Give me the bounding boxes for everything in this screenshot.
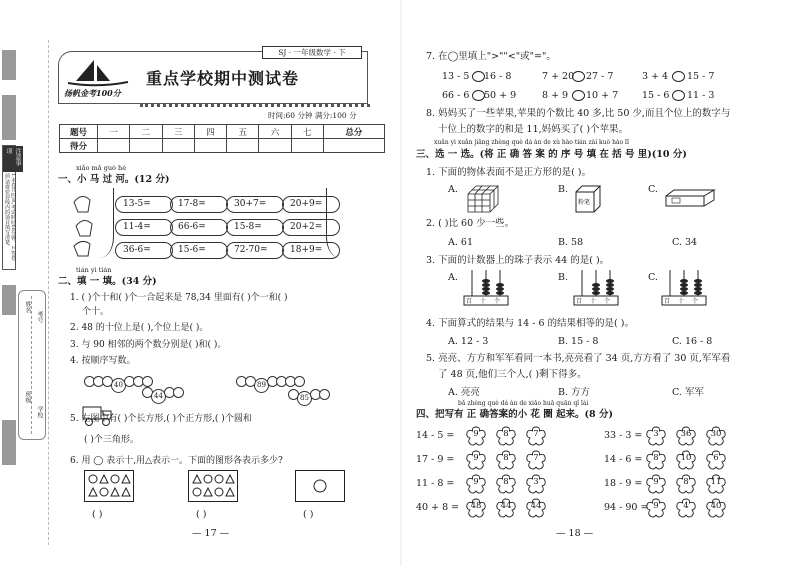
answer-slot[interactable]: ( ) [92, 509, 103, 520]
dot-divider [140, 104, 370, 108]
abacus-column-label: 个 [604, 298, 611, 305]
flower-answer-option[interactable] [676, 498, 696, 518]
question-2-5-cont: ( )个三角形。 [84, 435, 139, 445]
flower-answer-option[interactable] [706, 450, 726, 470]
score-cell[interactable] [227, 139, 259, 153]
section4-pinyin: bǎ zhèng què dá àn de xiǎo huā quān qǐ lái [458, 400, 589, 407]
score-cell[interactable] [194, 139, 226, 153]
option-a[interactable]: A. [448, 272, 458, 283]
score-cell[interactable] [162, 139, 194, 153]
flower-answer-option[interactable] [526, 474, 546, 494]
choice-5-cont: 了 48 页,他们三个人,( )剩下得多。 [438, 369, 587, 380]
option-b[interactable]: B. 58 [558, 237, 584, 248]
flower-equation: 17 - 9 = [416, 454, 455, 465]
bead-chain-1b [144, 383, 184, 404]
section3-pinyin: xuǎn yi xuǎn jiāng zhèng què dá àn de xù hào tián zài kuò hào lǐ [434, 139, 629, 146]
question-7: 7. 在◯里填上">""<"或"="。 [426, 51, 556, 62]
choice-4: 4. 下面算式的结果与 14 - 6 的结果相等的是( )。 [426, 318, 634, 329]
option-c[interactable]: C. 军军 [672, 387, 704, 398]
section1-pinyin: xiǎo mǎ guò hé [76, 164, 127, 172]
flower-value: 44 [530, 501, 542, 511]
bead [319, 389, 330, 400]
flower-value: 30 [710, 429, 722, 439]
flower-answer-option[interactable] [676, 474, 696, 494]
sidebar-strip [2, 50, 16, 80]
option-c[interactable]: C. [648, 184, 658, 195]
flower-answer-option[interactable] [676, 450, 696, 470]
compare-left-expr: 15 - 6 [642, 90, 670, 101]
question-8: 8. 妈妈买了一些苹果,苹果的个数比 40 多,比 50 少,而且个位上的数字与 [426, 108, 731, 119]
shape-box-2-icon [188, 470, 238, 502]
number-label: 考号 [36, 311, 43, 323]
flower-equation: 40 + 8 = [416, 502, 460, 513]
section1-title: 一、小 马 过 河。(12 分) [58, 174, 170, 185]
sidebar-strip [2, 420, 16, 465]
flower-value: 36 [680, 429, 692, 439]
flower-equation: 18 - 9 = [604, 478, 643, 489]
score-cell[interactable] [259, 139, 291, 153]
compare-left-expr: 3 + 4 [642, 71, 669, 82]
notice-box [2, 145, 21, 270]
abacus-column-label: 百 [664, 298, 671, 305]
question-2-5: 5. 左图中有( )个长方形,( )个正方形,( )个圆和 [70, 414, 252, 424]
table-cell: 四 [194, 125, 226, 139]
flower-equation: 94 - 90 = [604, 502, 649, 513]
compare-circle-input[interactable] [672, 90, 685, 101]
flower-answer-option[interactable] [706, 474, 726, 494]
flower-value: 8 [503, 429, 509, 439]
bead [173, 387, 184, 398]
question-2-6: 6. 用 ◯ 表示十,用△表示一。下面的图形各表示多少? [70, 456, 283, 466]
stepping-stone-equation[interactable]: 66-6= [170, 219, 228, 236]
flower-answer-option[interactable] [526, 450, 546, 470]
flower-value: 8 [653, 453, 659, 463]
flower-answer-option[interactable] [496, 498, 516, 518]
option-c[interactable]: C. 34 [672, 237, 698, 248]
class-label: 班级 [24, 391, 31, 403]
brand-logo: 扬帆金考100分 [64, 88, 121, 98]
compare-circle-input[interactable] [672, 71, 685, 82]
notice-text: 1.本卷共四页,考试时间60分钟。2.答卷前,请将密封线内的项目填写清楚。 [4, 173, 16, 261]
choice-2: 2. ( )比 60 少一些。 [426, 218, 515, 229]
option-a[interactable]: A. 61 [448, 237, 473, 248]
abacus-column-label: 个 [494, 298, 501, 305]
compare-right-expr: 10 + 7 [586, 90, 619, 101]
flower-answer-option[interactable] [466, 450, 486, 470]
abacus-column-label: 百 [576, 298, 583, 305]
page-number: — 17 — [192, 528, 230, 539]
chalk-label: 粉笔 [578, 199, 591, 206]
stepping-stone-equation[interactable]: 15-6= [170, 242, 228, 259]
stepping-stone-equation[interactable]: 20+9= [282, 196, 340, 213]
cube-grid-icon [466, 184, 500, 214]
flower-value: 7 [533, 429, 539, 439]
flower-answer-option[interactable] [646, 450, 666, 470]
flower-value: 6 [713, 453, 719, 463]
flower-answer-option[interactable] [466, 474, 486, 494]
bead-label: 89 [254, 378, 269, 393]
flower-equation: 14 - 6 = [604, 454, 643, 465]
river-bank-left [100, 188, 114, 258]
section2-pinyin: tián yi tián [76, 266, 112, 274]
bead-label: 85 [297, 391, 312, 406]
flower-value: 10 [680, 453, 692, 463]
page-title: 重点学校期中测试卷 [146, 69, 300, 88]
flower-answer-option[interactable] [646, 474, 666, 494]
flower-answer-option[interactable] [496, 474, 516, 494]
abacus-column-label: 十 [480, 298, 487, 305]
flower-equation: 33 - 3 = [604, 430, 643, 441]
flower-value: 9 [653, 477, 659, 487]
flower-value: 3 [533, 477, 539, 487]
school-label: 学校 [36, 406, 43, 418]
bead-label: 40 [111, 378, 126, 393]
compare-right-expr: 50 + 9 [484, 90, 517, 101]
option-a[interactable]: A. [448, 184, 458, 195]
flower-answer-option[interactable] [496, 426, 516, 446]
question-2-2: 2. 48 的十位上是( ),个位上是( )。 [70, 323, 209, 333]
flower-value: 44 [500, 501, 512, 511]
stepping-stone-equation[interactable]: 20+2= [282, 219, 340, 236]
option-c[interactable]: C. [648, 272, 658, 283]
flower-answer-option[interactable] [526, 426, 546, 446]
choice-5: 5. 亮亮、方方和军军看同一本书,亮亮看了 34 页,方方看了 30 页,军军看 [426, 353, 731, 364]
compare-right-expr: 16 - 8 [484, 71, 512, 82]
section4-title: 四、把写有 正 确答案的小 花 圈 起来。(8 分) [416, 409, 613, 420]
abacus-column-label: 十 [678, 298, 685, 305]
compare-circle-input[interactable] [572, 90, 585, 101]
answer-slot[interactable]: ( ) [303, 509, 314, 520]
time-score: 时间:60 分钟 满分:100 分 [268, 111, 357, 120]
table-cell: 七 [291, 125, 323, 139]
flower-value: 9 [473, 453, 479, 463]
choice-1: 1. 下面的物体表面不是正方形的是( )。 [426, 167, 592, 178]
score-table-header-row [60, 125, 385, 139]
student-info-box [18, 290, 46, 440]
section2-title: 二、填 一 填。(34 分) [58, 276, 157, 287]
shape-box-1-icon [84, 470, 134, 502]
option-c[interactable]: C. 16 - 8 [672, 336, 713, 347]
flower-value: 3 [653, 429, 659, 439]
score-cell[interactable] [291, 139, 323, 153]
question-8-cont: 十位上的数字的和是 11,妈妈买了( )个苹果。 [438, 124, 629, 135]
abacus-column-label: 十 [590, 298, 597, 305]
sailboat-logo-icon [64, 57, 132, 87]
flat-box-icon [664, 188, 718, 208]
option-b[interactable]: B. [558, 184, 569, 195]
right-page [402, 0, 800, 566]
flower-value: 9 [473, 477, 479, 487]
flower-answer-option[interactable] [646, 498, 666, 518]
name-label: 姓名 [24, 301, 31, 313]
option-a[interactable]: A. 亮亮 [448, 387, 480, 398]
flower-answer-option[interactable] [526, 498, 546, 518]
stepping-stone-equation[interactable]: 36-6= [115, 242, 173, 259]
compare-left-expr: 13 - 5 [442, 71, 470, 82]
table-cell: 六 [259, 125, 291, 139]
answer-slot[interactable]: ( ) [196, 509, 207, 520]
bead-chain-2b [290, 385, 330, 406]
score-cell[interactable] [98, 139, 130, 153]
table-cell: 一 [98, 125, 130, 139]
flower-value: 40 [710, 501, 722, 511]
section3-title: 三、选 一 选。(将 正 确 答 案 的 序 号 填 在 括 号 里)(10 分) [416, 149, 687, 160]
abacus-column-label: 百 [466, 298, 473, 305]
shape-box-3-icon [295, 470, 345, 502]
flower-answer-option[interactable] [706, 498, 726, 518]
question-2-1: 1. ( )个十和( )个一合起来是 78,34 里面有( )个一和( ) [70, 293, 288, 303]
flower-value: 4 [683, 501, 689, 511]
stepping-stone-equation[interactable]: 15-8= [226, 219, 284, 236]
bead-label: 44 [151, 389, 166, 404]
compare-left-expr: 66 - 6 [442, 90, 470, 101]
flower-value: 9 [473, 429, 479, 439]
flower-answer-option[interactable] [646, 426, 666, 446]
stepping-stone-equation[interactable]: 13-5= [115, 196, 173, 213]
flower-equation: 11 - 8 = [416, 478, 455, 489]
compare-left-expr: 8 + 9 [542, 90, 569, 101]
compare-right-expr: 15 - 7 [687, 71, 715, 82]
option-b[interactable]: B. [558, 272, 569, 283]
table-cell: 五 [227, 125, 259, 139]
abacus-column-label: 个 [692, 298, 699, 305]
flower-answer-option[interactable] [706, 426, 726, 446]
score-table [59, 124, 385, 153]
stepping-stone-equation[interactable]: 17-8= [170, 196, 228, 213]
table-cell: 得分 [60, 139, 98, 153]
pony-illustration-icon [70, 190, 98, 260]
flower-value: 9 [653, 501, 659, 511]
flower-value: 8 [503, 477, 509, 487]
binding-line [48, 40, 49, 545]
compare-right-expr: 27 - 7 [586, 71, 614, 82]
sidebar-strip [2, 285, 16, 315]
score-table-score-row [60, 139, 385, 153]
question-2-1-cont: 个十。 [82, 307, 110, 317]
compare-circle-input[interactable] [572, 71, 585, 82]
choice-3: 3. 下面的计数器上的珠子表示 44 的是( )。 [426, 255, 610, 266]
option-a[interactable]: A. 12 - 3 [448, 336, 489, 347]
flower-value: 11 [710, 477, 722, 487]
flower-answer-option[interactable] [466, 498, 486, 518]
compare-right-expr: 11 - 3 [687, 90, 715, 101]
flower-value: 8 [503, 453, 509, 463]
table-cell: 三 [162, 125, 194, 139]
flower-answer-option[interactable] [466, 426, 486, 446]
score-cell[interactable] [323, 139, 384, 153]
score-cell[interactable] [130, 139, 162, 153]
flower-equation: 14 - 5 = [416, 430, 455, 441]
flower-value: 8 [683, 477, 689, 487]
sidebar-strip [2, 95, 16, 140]
option-b[interactable]: B. 方方 [558, 387, 591, 398]
seal-line [31, 296, 32, 434]
table-cell: 二 [130, 125, 162, 139]
stepping-stone-equation[interactable]: 30+7= [226, 196, 284, 213]
flower-value: 48 [470, 501, 482, 511]
flower-answer-option[interactable] [496, 450, 516, 470]
page-number: — 18 — [556, 528, 594, 539]
stepping-stone-equation[interactable]: 72-70= [226, 242, 284, 259]
table-cell: 题号 [60, 125, 98, 139]
stepping-stone-equation[interactable]: 11-4= [115, 219, 173, 236]
question-2-3: 3. 与 90 相邻的两个数分别是( )和( )。 [70, 340, 227, 350]
notice-label: 注意事项 [3, 146, 23, 172]
flower-value: 7 [533, 453, 539, 463]
stepping-stone-equation[interactable]: 18+9= [282, 242, 340, 259]
flower-answer-option[interactable] [676, 426, 696, 446]
option-b[interactable]: B. 15 - 8 [558, 336, 599, 347]
compare-left-expr: 7 + 20 [542, 71, 575, 82]
table-cell: 总分 [323, 125, 384, 139]
question-2-4: 4. 按顺序写数。 [70, 356, 136, 366]
grade-tag: SJ · 一年级数学 · 下 [262, 46, 362, 59]
